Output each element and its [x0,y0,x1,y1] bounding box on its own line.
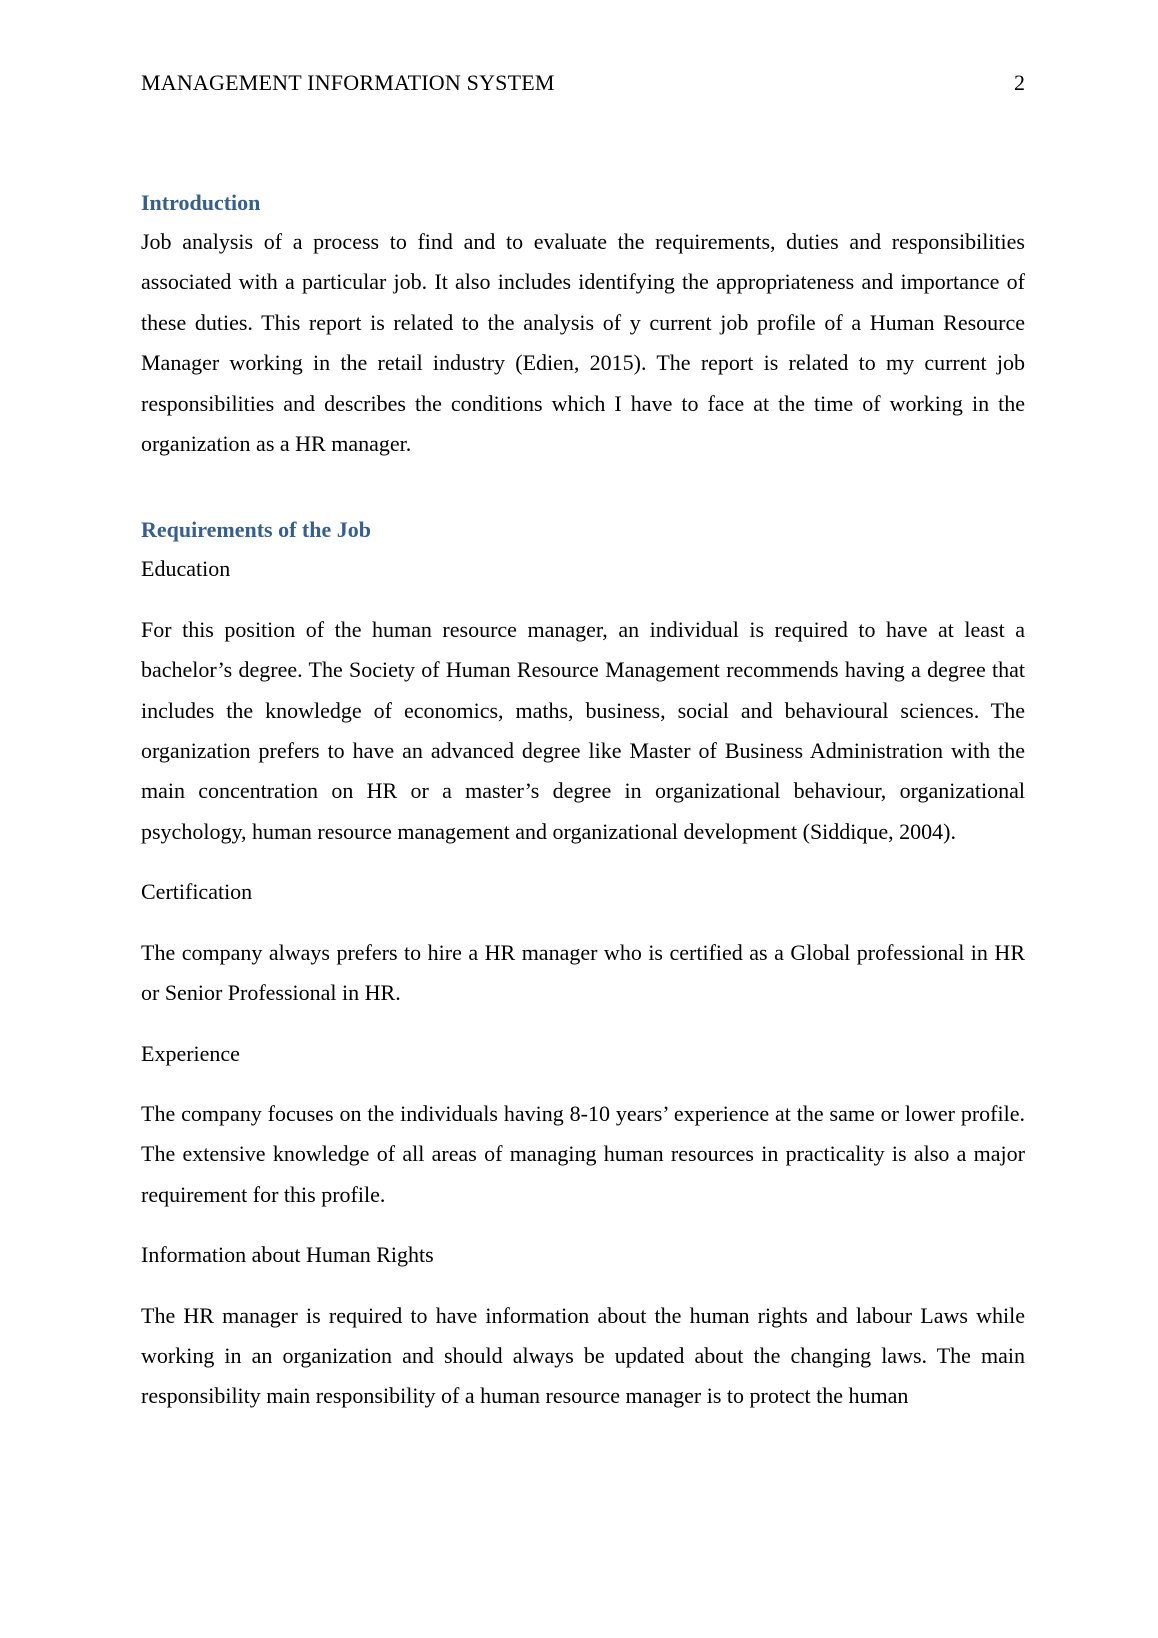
certification-paragraph: The company always prefers to hire a HR manager who is certified as a Global professional in HR or Senior Professional in HR. [141,939,1025,1006]
human-rights-subheading: Information about Human Rights [141,1242,434,1268]
education-paragraph: For this position of the human resource manager, an individual is required to have at least a bachelor’s degree. The Society of Human Resource Management recommends having a degree that includes the knowledge of economics, maths, business, social and behavioural sciences. The organization prefers to have an advanced degree like Master of Business Administration with the main concentration on HR or a master’s degree in organizational behaviour, organizational psychology, human resource management and organizational development (Siddique, 2004). [141,616,1025,844]
spacer [141,1276,1025,1296]
spacer [141,852,1025,872]
spacer [141,1074,1025,1094]
experience-subheading: Experience [141,1040,240,1066]
human-rights-paragraph: The HR manager is required to have information about the human rights and labour Laws while working in an organization and should always be updated about the changing laws. The main responsibility main responsibility of a human resource manager is to protect the human [141,1302,1025,1409]
education-subheading: Education [141,556,231,582]
running-head-title: MANAGEMENT INFORMATION SYSTEM [141,70,555,95]
introduction-heading: Introduction [141,190,261,215]
section-spacer [141,464,1025,511]
page-number: 2 [1014,70,1025,95]
certification-subheading: Certification [141,879,253,905]
spacer [141,1014,1025,1034]
experience-paragraph: The company focuses on the individuals having 8-10 years’ experience at the same or lower profile. The extensive knowledge of all areas of managing human resources in practicality is also a major requirement for this profile. [141,1100,1025,1207]
spacer [141,913,1025,933]
requirements-heading: Requirements of the Job [141,517,371,543]
document-body [141,184,1025,1417]
spacer [141,1215,1025,1235]
introduction-paragraph: Job analysis of a process to find and to evaluate the requirements, duties and responsibilities associated with a particular job. It also includes identifying the appropriateness and importance of these duties. This report is related to the analysis of y current job profile of a Human Resource Manager working in the retail industry (Edien, 2015). The report is related to my current job responsibilities and describes the conditions which I have to face at the time of working in the organization as a HR manager. [141,229,1025,457]
running-header [141,68,1025,98]
spacer [141,590,1025,610]
